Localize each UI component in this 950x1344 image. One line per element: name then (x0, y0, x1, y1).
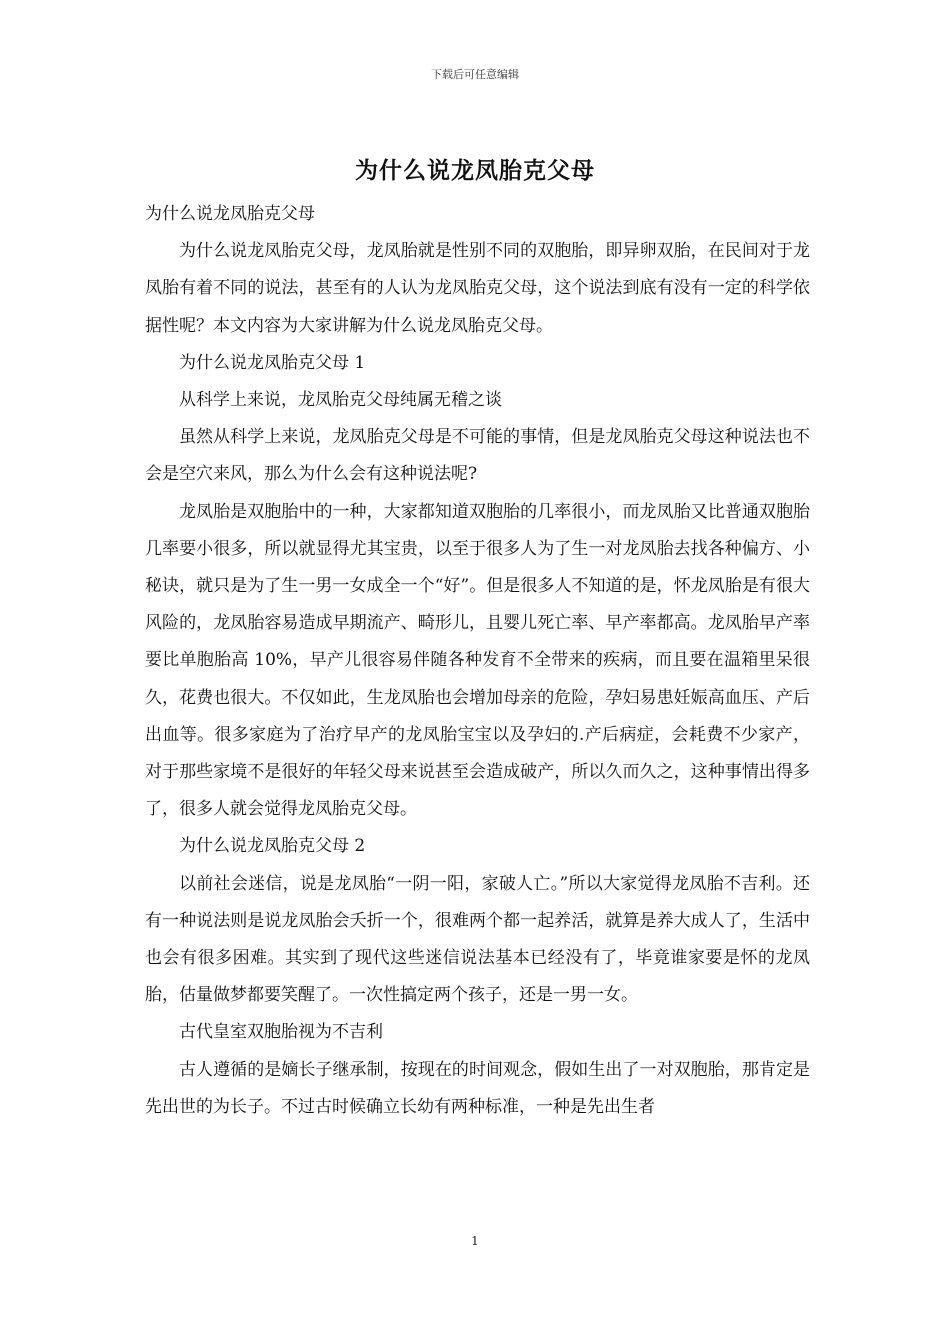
paragraph: 古人遵循的是嫡长子继承制，按现在的时间观念，假如生出了一对双胞胎，那肯定是先出世的为长子。不过古时候确立长幼有两种标准，一种是先出生者 (145, 1059, 810, 1117)
header-note: 下载后可任意编辑 (431, 68, 519, 81)
paragraph: 从科学上来说，龙凤胎克父母纯属无稽之谈 (179, 390, 502, 411)
paragraph: 古代皇室双胞胎视为不吉利 (179, 1022, 383, 1043)
paragraph: 以前社会迷信，说是龙凤胎“一阴一阳，家破人亡。”所以大家觉得龙凤胎不吉利。还有一种说法则是说龙凤胎会夭折一个，很难两个都一起养活，就算是养大成人了，生活中也会有很多困难。其实到了现代这些迷信说法基本已经没有了，毕竟谁家要是怀的龙凤胎，估量做梦都要笑醒了。一次性搞定两个孩子，还是一男一女。 (145, 873, 810, 1006)
paragraph: 龙凤胎是双胞胎中的一种，大家都知道双胞胎的几率很小，而龙凤胎又比普通双胞胎几率要小很多，所以就显得尤其宝贵，以至于很多人为了生一对龙凤胎去找各种偏方、小秘诀，就只是为了生一男一女成全一个“好”。但是很多人不知道的是，怀龙凤胎是有很大风险的，龙凤胎容易造成早期流产、畸形儿，且婴儿死亡率、早产率都高。龙凤胎早产率要比单胞胎高 10%，早产儿很容易伴随各种发育不全带来的疾病，而且要在温箱里呆很久，花费也很大。不仅如此，生龙凤胎也会增加母亲的危险，孕妇易患妊娠高血压、产后出血等。很多家庭为了治疗早产的龙凤胎宝宝以及孕妇的.产后病症，会耗费不少家产，对于那些家境不是很好的年轻父母来说甚至会造成破产，所以久而久之，这种事情出得多了，很多人就会觉得龙凤胎克父母。 (145, 501, 810, 820)
paragraph: 为什么说龙凤胎克父母，龙凤胎就是性别不同的双胞胎，即异卵双胎，在民间对于龙凤胎有着不同的说法，甚至有的人认为龙凤胎克父母，这个说法到底有没有一定的科学依据性呢？本文内容为大家讲解为什么说龙凤胎克父母。 (145, 241, 810, 336)
paragraph: 为什么说龙凤胎克父母 2 (179, 836, 366, 857)
page-number: 1 (471, 1234, 479, 1248)
document-title: 为什么说龙凤胎克父母 (355, 157, 595, 184)
document-body (145, 196, 810, 1126)
paragraph: 为什么说龙凤胎克父母 1 (179, 352, 366, 373)
paragraph: 虽然从科学上来说，龙凤胎克父母是不可能的事情，但是龙凤胎克父母这种说法也不会是空穴来风，那么为什么会有这种说法呢? (145, 427, 810, 485)
paragraph: 为什么说龙凤胎克父母 (145, 204, 315, 224)
